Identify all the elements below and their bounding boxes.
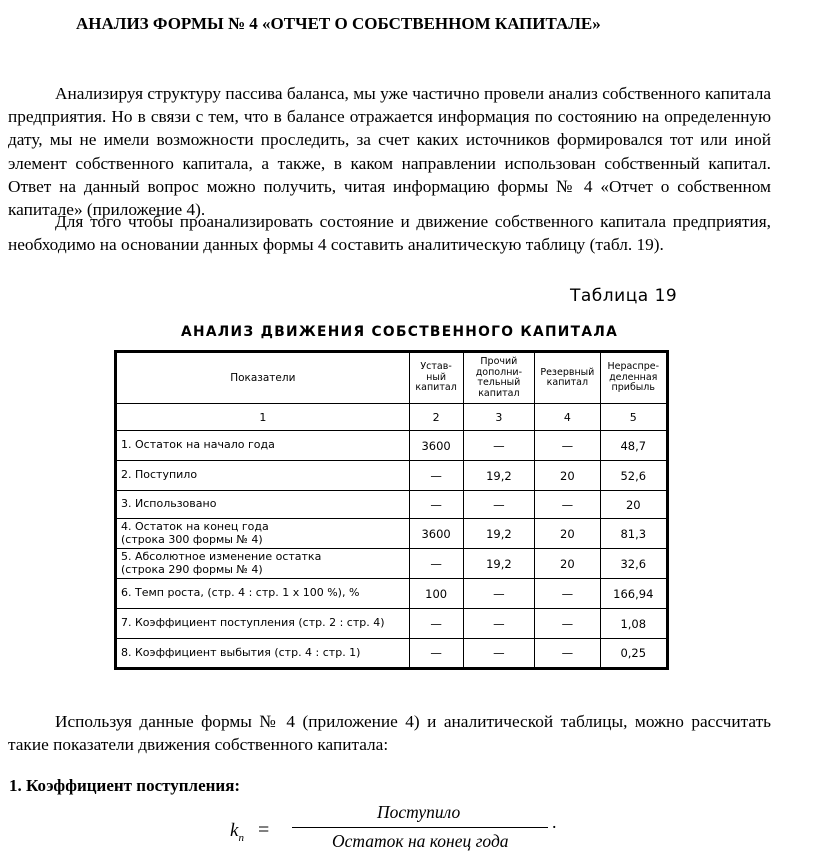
- table-column-number: 2: [409, 404, 463, 431]
- table-cell-value: —: [463, 639, 535, 669]
- table-column-number: 5: [600, 404, 667, 431]
- table-header-cell: Нераспре- деленная прибыль: [600, 352, 667, 404]
- formula-denominator: Остаток на конец года: [332, 831, 509, 851]
- table-cell-value: —: [463, 609, 535, 639]
- capital-movement-table: [114, 350, 669, 670]
- table-row-label: 3. Использовано: [116, 491, 410, 519]
- table-header-cell: Устав- ный капитал: [409, 352, 463, 404]
- table-cell-value: 32,6: [600, 549, 667, 579]
- table-cell-value: —: [409, 549, 463, 579]
- paragraph-intro: Анализируя структуру пассива баланса, мы уже частично провели анализ собственного капитала предприятия. Но в связи с тем, что в балансе отражается информация по состоянию на определенную дату, мы не имели возможности проследить, за счет каких источников формировался тот или иной элемент собственного капитала, а также, в каком направлении использован собственный капитал. Ответ на данный вопрос можно получить, читая информацию формы № 4 «Отчет о собственном капитале» (приложение 4).: [8, 84, 771, 220]
- table-cell-value: 20: [600, 491, 667, 519]
- table-row: [116, 461, 668, 491]
- table-cell-value: 20: [535, 461, 600, 491]
- table-column-number: 4: [535, 404, 600, 431]
- section-heading-inflow-coefficient: 1. Коэффициент поступления:: [9, 776, 241, 795]
- table-cell-value: —: [535, 579, 600, 609]
- table-cell-value: 20: [535, 549, 600, 579]
- table-row-label: 6. Темп роста, (стр. 4 : стр. 1 х 100 %), %: [116, 579, 410, 609]
- document-heading: АНАЛИЗ ФОРМЫ № 4 «ОТЧЕТ О СОБСТВЕННОМ КАПИТАЛЕ»: [76, 14, 601, 33]
- table-cell-value: —: [535, 431, 600, 461]
- table-row-label: 2. Поступило: [116, 461, 410, 491]
- table-cell-value: 48,7: [600, 431, 667, 461]
- table-row: [116, 491, 668, 519]
- formula-end-dot: .: [552, 812, 557, 832]
- table-row: [116, 519, 668, 549]
- table-row: [116, 549, 668, 579]
- table-cell-value: 19,2: [463, 549, 535, 579]
- table-cell-value: —: [463, 579, 535, 609]
- table-cell-value: 19,2: [463, 461, 535, 491]
- table-header-cell: Показатели: [116, 352, 410, 404]
- table-cell-value: —: [463, 491, 535, 519]
- table-title: АНАЛИЗ ДВИЖЕНИЯ СОБСТВЕННОГО КАПИТАЛА: [181, 324, 619, 340]
- table-row-label: 4. Остаток на конец года (строка 300 формы № 4): [116, 519, 410, 549]
- table-header-cell: Резервный капитал: [535, 352, 600, 404]
- table-cell-value: —: [535, 491, 600, 519]
- table-cell-value: 3600: [409, 431, 463, 461]
- table-row-label: 5. Абсолютное изменение остатка (строка 290 формы № 4): [116, 549, 410, 579]
- table-cell-value: 166,94: [600, 579, 667, 609]
- paragraph-indicators: Используя данные формы № 4 (приложение 4) и аналитической таблицы, можно рассчитать такие показатели движения собственного капитала:: [8, 712, 771, 755]
- table-cell-value: 19,2: [463, 519, 535, 549]
- table-cell-value: —: [409, 609, 463, 639]
- table-row: [116, 609, 668, 639]
- table-cell-value: —: [409, 461, 463, 491]
- table-cell-value: —: [535, 609, 600, 639]
- table-cell-value: 3600: [409, 519, 463, 549]
- table-header-cell: Прочий дополни- тельный капитал: [463, 352, 535, 404]
- formula-equals: =: [258, 819, 270, 841]
- table-row: [116, 639, 668, 669]
- table-row-label: 8. Коэффициент выбытия (стр. 4 : стр. 1): [116, 639, 410, 669]
- table-row-label: 7. Коэффициент поступления (стр. 2 : стр. 4): [116, 609, 410, 639]
- paragraph-table-reference: Для того чтобы проанализировать состояние и движение собственного капитала предприятия, необходимо на основании данных формы 4 составить аналитическую таблицу (табл. 19).: [8, 212, 771, 255]
- table-header-row: [116, 352, 668, 404]
- table-row-label: 1. Остаток на начало года: [116, 431, 410, 461]
- table-cell-value: —: [409, 491, 463, 519]
- table-cell-value: 20: [535, 519, 600, 549]
- formula-numerator: Поступило: [377, 802, 461, 822]
- table-column-number: 1: [116, 404, 410, 431]
- table-cell-value: 1,08: [600, 609, 667, 639]
- table-row: [116, 579, 668, 609]
- table-cell-value: —: [463, 431, 535, 461]
- table-column-numbers-row: [116, 404, 668, 431]
- table-cell-value: —: [535, 639, 600, 669]
- table-cell-value: 100: [409, 579, 463, 609]
- formula-symbol: $k_п$: [230, 820, 244, 844]
- table-cell-value: 81,3: [600, 519, 667, 549]
- table-caption: Таблица 19: [570, 286, 678, 306]
- inflow-coefficient-formula: [230, 800, 570, 855]
- table-row: [116, 431, 668, 461]
- table-cell-value: 0,25: [600, 639, 667, 669]
- table-cell-value: 52,6: [600, 461, 667, 491]
- table-cell-value: —: [409, 639, 463, 669]
- table-column-number: 3: [463, 404, 535, 431]
- formula-fraction-bar: [292, 827, 548, 828]
